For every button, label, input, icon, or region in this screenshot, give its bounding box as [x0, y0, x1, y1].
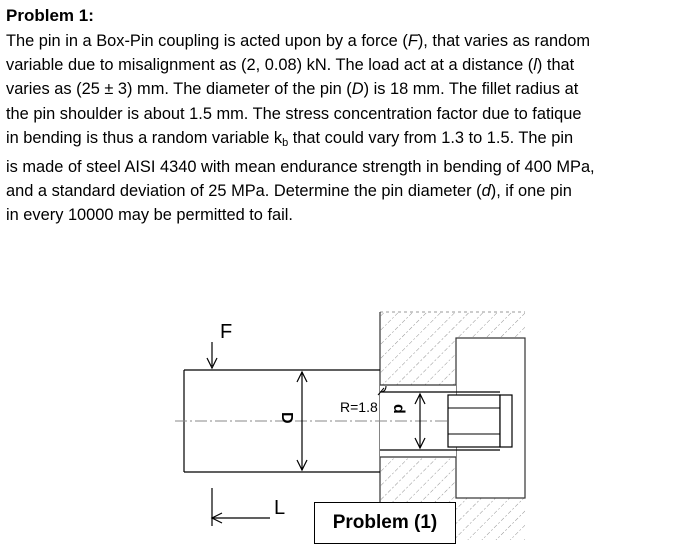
statement-text: and a standard deviation of 25 MPa. Determine the pin diameter (: [6, 182, 482, 201]
statement-text: that could vary from 1.3 to 1.5. The pin: [288, 128, 574, 147]
D-label: D: [278, 412, 295, 424]
var-F: F: [407, 32, 418, 50]
statement-text: is made of steel AISI 4340 with mean endurance strength in bending of 400 MPa,: [6, 158, 595, 177]
fillet-radius-label: R=1.8: [340, 399, 378, 415]
statement-text: the pin shoulder is about 1.5 mm. The stress concentration factor due to fatique: [6, 104, 582, 123]
var-d: d: [481, 182, 491, 201]
L-label: L: [274, 497, 286, 519]
statement-text: in bending is thus a random variable k: [6, 128, 283, 147]
figure-caption: Problem (1): [314, 502, 456, 544]
force-arrow: [207, 342, 217, 368]
problem-title: Problem 1:: [6, 6, 94, 25]
var-D: D: [351, 80, 364, 99]
d-label: d: [390, 404, 407, 414]
statement-text: ), that varies as random: [417, 32, 591, 50]
statement-text: ), if one pin: [490, 182, 572, 201]
force-label: F: [220, 321, 233, 343]
statement-text: in every 10000 may be permitted to fail.: [6, 206, 293, 225]
kb-subscript: b: [282, 136, 289, 149]
nut: [448, 395, 512, 447]
statement-text: ) that: [536, 56, 575, 75]
statement-text: The pin in a Box-Pin coupling is acted upon by a force (: [6, 32, 408, 50]
problem-statement: [6, 29, 696, 228]
statement-text: varies as (25 ± 3) mm. The diameter of the pin (: [6, 80, 352, 99]
statement-text: variable due to misalignment as (2, 0.08) kN. The load act at a distance (: [6, 56, 534, 75]
var-l: l: [533, 56, 537, 75]
dimension-L: [212, 488, 270, 526]
statement-text: ) is 18 mm. The fillet radius at: [363, 80, 579, 99]
